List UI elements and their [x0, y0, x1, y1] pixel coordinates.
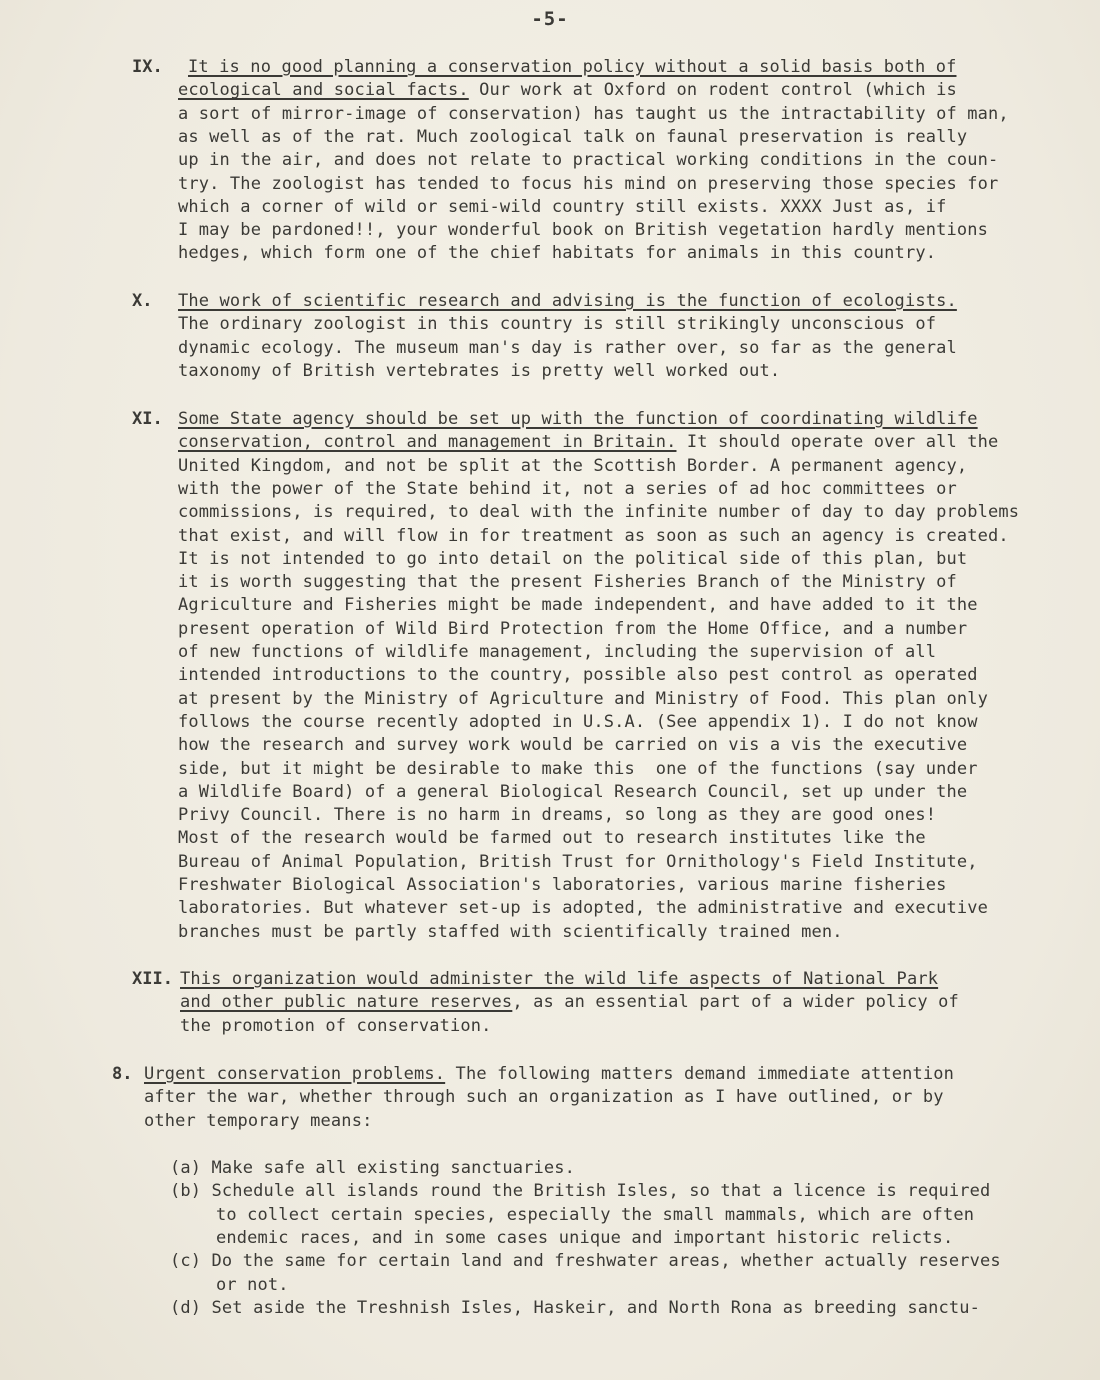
body-text: try. The zoologist has tended to focus his mind on preserving those species for: [178, 173, 999, 194]
text-line: [180, 991, 959, 1014]
body-text: , as an essential part of a wider policy of: [512, 992, 959, 1013]
underlined-heading: The work of scientific research and advising is the function of ecologists.: [178, 291, 957, 311]
text-line: [178, 478, 957, 501]
underlined-heading: Some State agency should be set up with the function of coordinating wildlife: [178, 409, 978, 429]
underlined-heading: It is no good planning a conservation policy without a solid basis both of: [188, 57, 957, 77]
body-text: how the research and survey work would be carried on vis a vis the executive: [178, 735, 968, 756]
text-line: [178, 313, 936, 336]
underlined-heading: Urgent conservation problems.: [144, 1064, 446, 1084]
body-text: to collect certain species, especially the small mammals, which are often: [216, 1204, 975, 1225]
underlined-heading: This organization would administer the wild life aspects of National Park: [180, 969, 939, 989]
body-text: present operation of Wild Bird Protection from the Home Office, and a number: [178, 618, 968, 639]
body-text: branches must be partly staffed with scientifically trained men.: [178, 921, 843, 942]
body-text: it is worth suggesting that the present Fisheries Branch of the Ministry of: [178, 572, 957, 593]
text-line: [178, 219, 988, 242]
body-text: other temporary means:: [144, 1110, 373, 1131]
text-line: [178, 501, 1019, 524]
text-line: [178, 571, 957, 594]
section-number: X.: [132, 291, 153, 311]
text-line: [178, 804, 936, 827]
underlined-heading: ecological and social facts.: [178, 80, 469, 101]
body-text: which a corner of wild or semi-wild country still exists. XXXX Just as, if: [178, 196, 947, 217]
body-text: with the power of the State behind it, not a series of ad hoc committees or: [178, 478, 957, 499]
body-text: dynamic ecology. The museum man's day is rather over, so far as the general: [178, 337, 957, 358]
body-text: commissions, is required, to deal with the infinite number of day to day problems: [178, 502, 1020, 523]
body-text: It is not intended to go into detail on the political side of this plan, but: [178, 548, 968, 569]
text-line: [178, 594, 978, 617]
body-text: Bureau of Animal Population, British Trust for Ornithology's Field Institute,: [178, 851, 978, 872]
text-line: [178, 827, 926, 850]
text-line: [178, 173, 998, 196]
text-line: [178, 758, 978, 781]
text-line: [178, 664, 978, 687]
body-text: Agriculture and Fisheries might be made independent, and have added to it the: [178, 595, 978, 616]
body-text: It should operate over all the: [676, 432, 999, 453]
text-line: [178, 641, 936, 664]
text-line: [178, 408, 978, 431]
body-text: (b) Schedule all islands round the British Isles, so that a licence is required: [170, 1181, 991, 1202]
body-text: I may be pardoned!!, your wonderful book on British vegetation hardly mentions: [178, 220, 989, 241]
text-line: [178, 734, 967, 757]
text-line: [178, 149, 998, 172]
text-line: [178, 79, 957, 102]
body-text: intended introductions to the country, possible also pest control as operated: [178, 665, 978, 686]
text-line: [216, 1204, 974, 1227]
body-text: Our work at Oxford on rodent control (which is: [468, 80, 957, 101]
body-text: endemic races, and in some cases unique and important historic relicts.: [216, 1227, 954, 1248]
body-text: taxonomy of British vertebrates is pretty well worked out.: [178, 360, 781, 381]
text-line: [170, 1180, 990, 1203]
body-text: Privy Council. There is no harm in dreams, so long as they are good ones!: [178, 805, 937, 826]
text-line: [178, 103, 1009, 126]
body-text: (a) Make safe all existing sanctuaries.: [170, 1158, 576, 1178]
body-text: that exist, and will flow in for treatment as soon as such an agency is created.: [178, 525, 1009, 546]
body-text: the promotion of conservation.: [180, 1015, 492, 1036]
text-line: [180, 1015, 492, 1038]
text-line: [178, 688, 988, 711]
body-text: Most of the research would be farmed out to research institutes like the: [178, 828, 926, 849]
text-line: [178, 711, 978, 734]
body-text: after the war, whether through such an organization as I have outlined, or by: [144, 1087, 944, 1108]
text-line: [178, 851, 978, 874]
body-text: as well as of the rat. Much zoological talk on faunal preservation is really: [178, 126, 968, 147]
body-text: Freshwater Biological Association's laboratories, various marine fisheries: [178, 875, 947, 895]
body-text: follows the course recently adopted in U.S.A. (See appendix 1). I do not know: [178, 711, 978, 732]
text-line: [170, 1157, 575, 1180]
body-text: up in the air, and does not relate to practical working conditions in the coun-: [178, 150, 999, 171]
body-text: The following matters demand immediate attention: [445, 1064, 955, 1084]
text-line: [144, 1110, 372, 1133]
text-line: [188, 56, 956, 79]
body-text: United Kingdom, and not be split at the Scottish Border. A permanent agency,: [178, 455, 968, 476]
text-line: [170, 1250, 1001, 1273]
text-line: [178, 455, 967, 478]
text-line: [178, 431, 998, 454]
section-number: 8.: [112, 1064, 133, 1084]
text-line: [178, 618, 967, 641]
body-text: a Wildlife Board) of a general Biological Research Council, set up under the: [178, 781, 968, 802]
body-text: hedges, which form one of the chief habitats for animals in this country.: [178, 243, 937, 264]
text-line: [216, 1227, 953, 1250]
text-line: [178, 874, 946, 897]
body-text: a sort of mirror-image of conservation) has taught us the intractability of man,: [178, 103, 1009, 124]
body-text: The ordinary zoologist in this country is still strikingly unconscious of: [178, 314, 937, 335]
section-number: XI.: [132, 409, 163, 429]
body-text: of new functions of wildlife management, including the supervision of all: [178, 642, 937, 662]
text-line: [178, 337, 957, 360]
text-line: [178, 781, 967, 804]
text-line: [180, 968, 938, 991]
body-text: side, but it might be desirable to make this one of the functions (say under: [178, 758, 978, 779]
body-text: (d) Set aside the Treshnish Isles, Haskeir, and North Rona as breeding sanctu-: [170, 1297, 981, 1318]
text-line: [216, 1274, 289, 1297]
text-line: [178, 548, 967, 571]
section-number: XII.: [132, 969, 173, 989]
body-text: laboratories. But whatever set-up is adopted, the administrative and executive: [178, 898, 989, 919]
body-text: at present by the Ministry of Agriculture and Ministry of Food. This plan only: [178, 688, 989, 709]
body-text: or not.: [216, 1274, 289, 1295]
section-number: IX.: [132, 57, 163, 77]
text-line: [170, 1297, 980, 1320]
text-line: [144, 1086, 944, 1109]
text-line: [144, 1063, 954, 1086]
underlined-heading: and other public nature reserves: [180, 992, 513, 1013]
text-line: [178, 290, 957, 313]
body-text: (c) Do the same for certain land and freshwater areas, whether actually reserves: [170, 1251, 1001, 1272]
text-line: [178, 525, 1009, 548]
page-number: -5-: [531, 8, 569, 30]
text-line: [178, 242, 936, 265]
text-line: [178, 126, 967, 149]
text-line: [178, 921, 843, 944]
text-line: [178, 196, 946, 219]
text-line: [178, 897, 988, 920]
text-line: [178, 360, 780, 383]
underlined-heading: conservation, control and management in Britain.: [178, 432, 677, 453]
